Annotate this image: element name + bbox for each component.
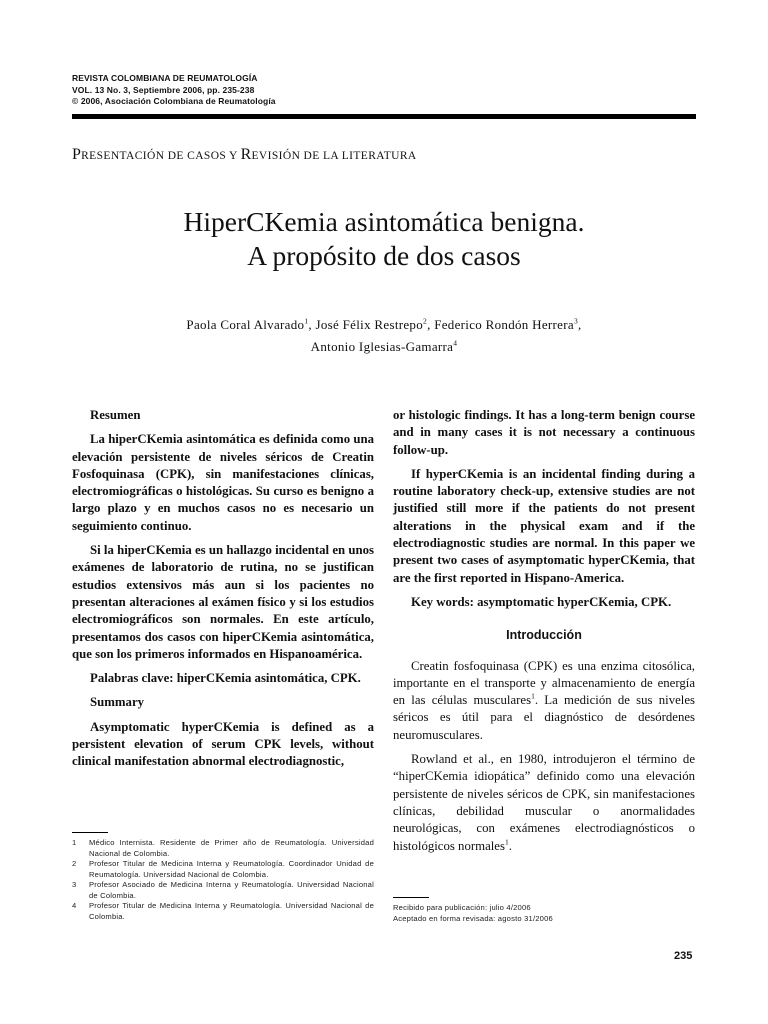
publication-dates <box>393 903 553 924</box>
summary-paragraph-1: Asymptomatic hyperCKemia is defined as a persistent elevation of serum CPK levels, without clinical manifestation abnormal electrodiagnostic, <box>72 719 374 769</box>
journal-volume: VOL. 13 No. 3, Septiembre 2006, pp. 235-238 <box>72 84 255 95</box>
left-column <box>72 407 374 778</box>
resumen-paragraph-2: Si la hiperCKemia es un hallazgo incidental en unos exámenes de laboratorio de rutina, no se justifican estudios extensivos más aun si los pacientes no presentan alteraciones al exámen físico y si los estudios electromiográficos son normales. En este artículo, presentamos dos casos con hiperCKemia asintomática, que son los primeros informados en Hispanoamérica. <box>72 543 374 661</box>
resumen-paragraph-1: La hiperCKemia asintomática es definida como una elevación persistente de niveles séricos de Creatin Fosfoquinasa (CPK), sin manifestaciones clínicas, electromiográficas o histológicas. Su curso es benigno a largo plazo y en muchos casos no es necesario un seguimiento continuo. <box>72 432 374 533</box>
journal-name: REVISTA COLOMBIANA DE REUMATOLOGÍA <box>72 73 258 83</box>
author-list: Paola Coral Alvarado$^1$, José Félix Restrepo$^2$, Federico Rondón Herrera$^3$, Antonio Iglesias-Gamarra$^4$ <box>186 316 582 354</box>
introduction-heading: Introducción <box>506 628 582 643</box>
palabras-clave: Palabras clave: hiperCKemia asintomática, CPK. <box>90 671 361 686</box>
resumen-heading: Resumen <box>90 408 141 422</box>
key-words: Key words: asymptomatic hyperCKemia, CPK. <box>411 594 672 609</box>
intro-paragraph-2: Rowland et al., en 1980, introdujeron el término de “hiperCKemia idiopática” definido como una elevación persistente de niveles séricos de CPK, sin manifestaciones clínicas, debilidad muscular o anormalidades neurológicas, con exámenes electrodiagnósticos o histológicos normales$^1$. <box>393 752 695 853</box>
summary-continuation: or histologic findings. It has a long-term benign course and in many cases it is not necessary a continuous follow-up. <box>393 408 695 457</box>
footnote-rule <box>72 832 108 833</box>
accepted-date: Aceptado en forma revisada: agosto 31/2006 <box>393 913 553 923</box>
footnote-item: 3 Profesor Asociado de Medicina Interna y Reumatología. Universidad Nacional de Colombia. <box>72 880 374 900</box>
section-heading: PRESENTACIÓN DE CASOS Y REVISIÓN DE LA LITERATURA <box>72 146 417 163</box>
page-number: 235 <box>674 950 693 962</box>
intro-paragraph-1: Creatin fosfoquinasa (CPK) es una enzima citosólica, importante en el transporte y almacenamiento de energía en las células musculares$^1$. La medición de sus niveles séricos es útil para el diagnóstico de desórdenes neuromusculares. <box>393 658 695 742</box>
title-line-1: HiperCKemia asintomática benigna. <box>183 206 585 237</box>
dates-rule <box>393 897 429 898</box>
received-date: Recibido para publicación: julio 4/2006 <box>393 903 531 912</box>
summary-paragraph-2: If hyperCKemia is an incidental finding during a routine laboratory check-up, extensive studies are not justified still more if the patients do not present alterations in the physical exam and if the electrodiagnostic studies are normal. In this paper we present two cases of asymptomatic hyperCKemia, that are the first reported in Hispano-America. <box>393 466 695 585</box>
journal-copyright: © 2006, Asociación Colombiana de Reumatología <box>72 96 276 106</box>
footnote-item: 4 Profesor Titular de Medicina Interna y Reumatología. Universidad Nacional de Colombia. <box>72 901 374 921</box>
footnote-item: 2 Profesor Titular de Medicina Interna y Reumatología. Coordinador Unidad de Reumatología. Universidad Nacional de Colombia. <box>72 859 374 879</box>
footnotes <box>72 838 374 922</box>
journal-header <box>72 73 276 108</box>
title-line-2: A propósito de dos casos <box>247 240 521 271</box>
summary-heading: Summary <box>90 695 145 710</box>
right-column <box>393 407 695 862</box>
header-rule <box>72 114 696 119</box>
article-title <box>72 205 696 273</box>
footnote-item: 1 Médico Internista. Residente de Primer año de Reumatología. Universidad Nacional de Colombia. <box>72 838 374 858</box>
